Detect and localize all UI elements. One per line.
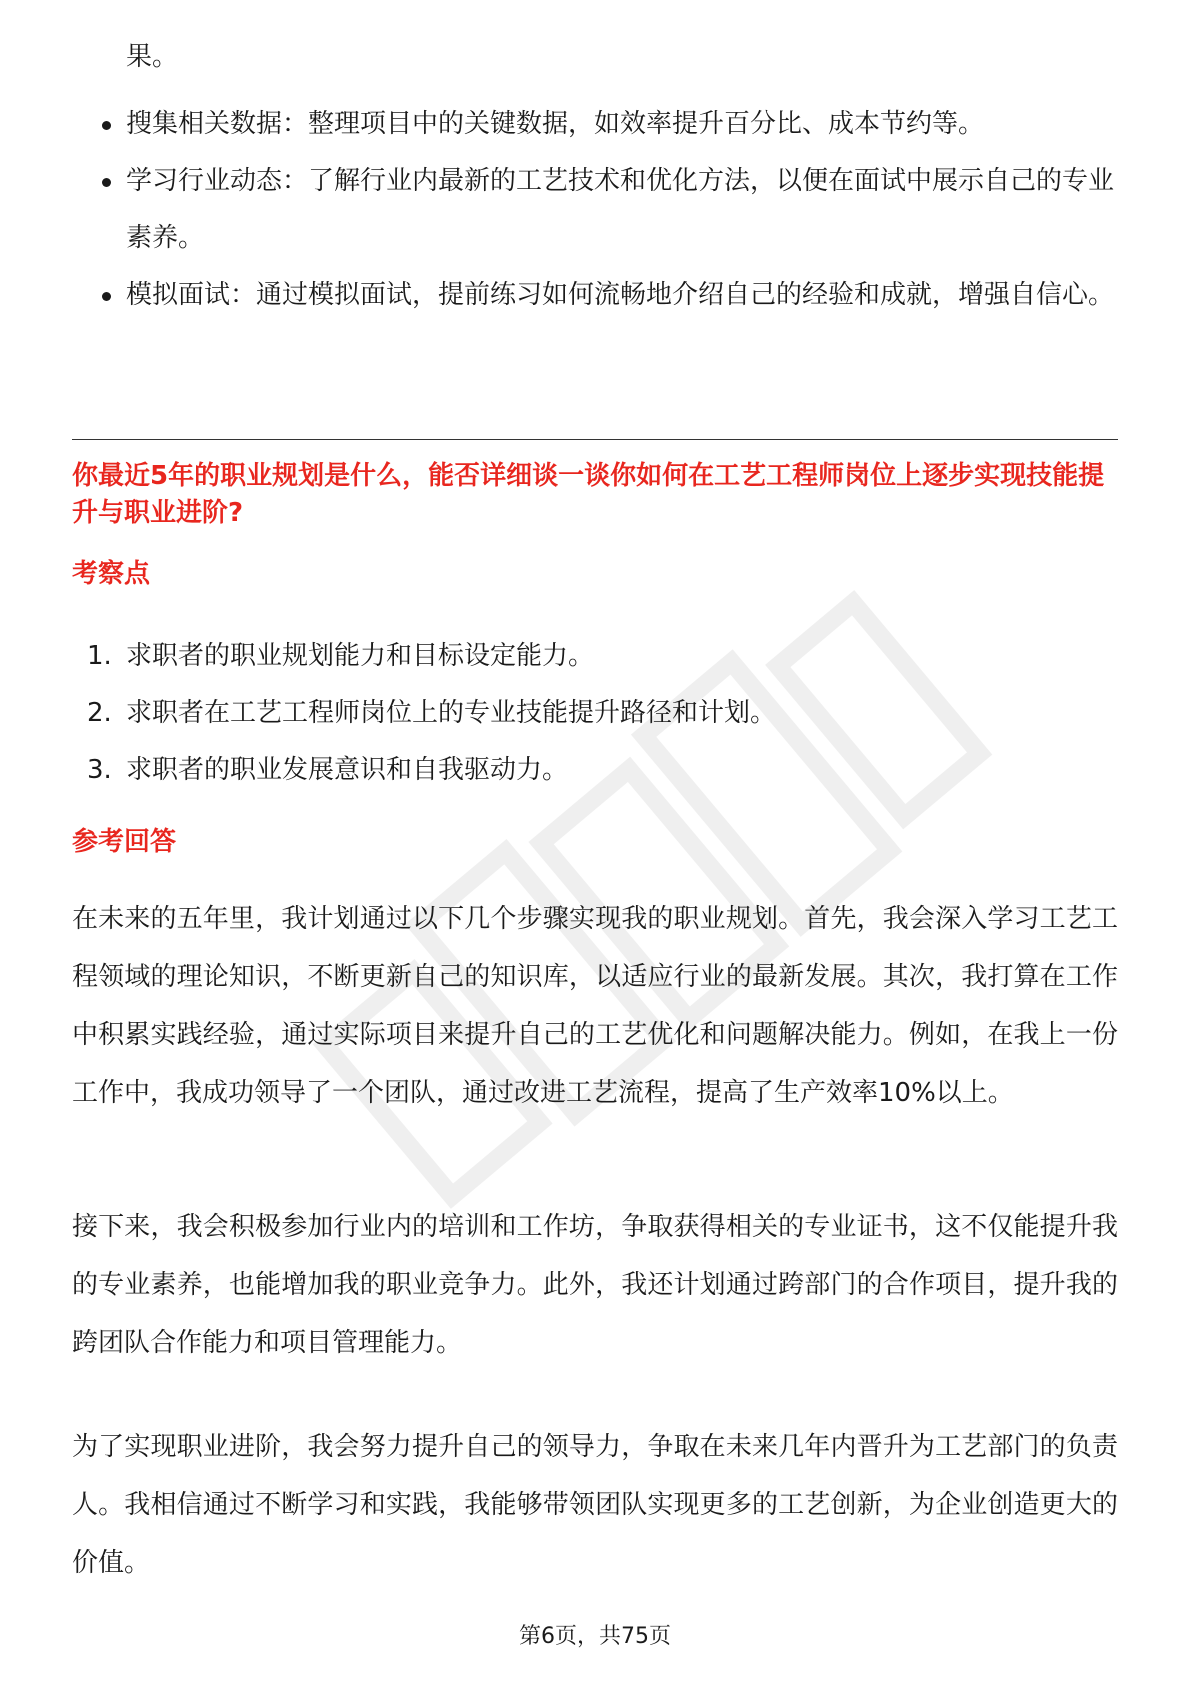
assessment-list xyxy=(72,628,1118,799)
continuation-tail-text: 果。 xyxy=(126,42,179,72)
item-text: 求职者的职业发展意识和自我驱动力。 xyxy=(126,755,569,785)
bullet-item: 学习行业动态：了解行业内最新的工艺技术和优化方法，以便在面试中展示自己的专业素养。 xyxy=(72,153,1118,267)
item-number: 1. xyxy=(87,641,112,671)
bullet-item: 搜集相关数据：整理项目中的关键数据，如效率提升百分比、成本节约等。 xyxy=(72,96,1118,153)
item-number: 3. xyxy=(87,755,112,785)
item-text: 求职者在工艺工程师岗位上的专业技能提升路径和计划。 xyxy=(126,698,777,728)
interview-question: 你最近5年的职业规划是什么，能否详细谈一谈你如何在工艺工程师岗位上逐步实现技能提升与职业进阶? xyxy=(72,461,1105,528)
tips-bullet-list xyxy=(72,96,1118,324)
assessment-item xyxy=(72,742,1118,799)
answer-paragraph: 在未来的五年里，我计划通过以下几个步骤实现我的职业规划。首先，我会深入学习工艺工程领域的理论知识，不断更新自己的知识库，以适应行业的最新发展。其次，我打算在工作中积累实践经验，通过实际项目来提升自己的工艺优化和问题解决能力。例如，在我上一份工作中，我成功领导了一个团队，通过改进工艺流程，提高了生产效率10%以上。 xyxy=(72,904,1118,1108)
assessment-item xyxy=(72,685,1118,742)
assessment-heading: 考察点 xyxy=(72,559,151,589)
continuation-section xyxy=(72,40,1118,324)
answer-paragraph: 接下来，我会积极参加行业内的培训和工作坊，争取获得相关的专业证书，这不仅能提升我的专业素养，也能增加我的职业竞争力。此外，我还计划通过跨部门的合作项目，提升我的跨团队合作能力和项目管理能力。 xyxy=(72,1212,1118,1358)
answer-heading: 参考回答 xyxy=(72,827,177,857)
section-divider xyxy=(72,439,1118,440)
page-number: 第6页，共75页 xyxy=(519,1624,671,1649)
bullet-item: 模拟面试：通过模拟面试，提前练习如何流畅地介绍自己的经验和成就，增强自信心。 xyxy=(72,267,1118,324)
answer-paragraph: 为了实现职业进阶，我会努力提升自己的领导力，争取在未来几年内晋升为工艺部门的负责人。我相信通过不断学习和实践，我能够带领团队实现更多的工艺创新，为企业创造更大的价值。 xyxy=(72,1432,1118,1578)
assessment-item xyxy=(72,628,1118,685)
item-text: 求职者的职业规划能力和目标设定能力。 xyxy=(126,641,595,671)
item-number: 2. xyxy=(87,698,112,728)
